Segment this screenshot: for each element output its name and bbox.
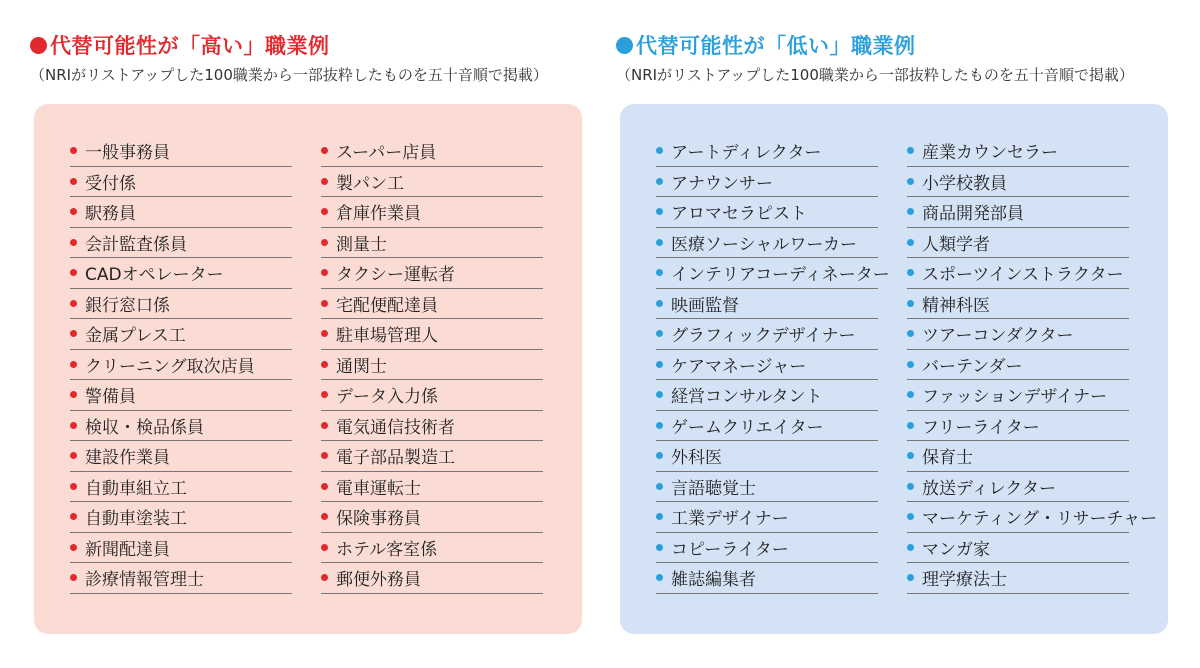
job-name: CADオペレーター bbox=[85, 265, 224, 286]
job-list-item bbox=[70, 411, 292, 442]
job-name: 雑誌編集者 bbox=[671, 570, 756, 591]
high-column-1 bbox=[70, 136, 292, 594]
bullet-dot-icon bbox=[70, 269, 77, 276]
job-name: 保険事務員 bbox=[336, 509, 421, 530]
job-list-item bbox=[656, 472, 878, 503]
bullet-dot-icon bbox=[907, 574, 914, 581]
job-list-item bbox=[656, 380, 878, 411]
job-name: 警備員 bbox=[85, 387, 136, 408]
job-list-item bbox=[656, 136, 878, 167]
job-list-item bbox=[656, 411, 878, 442]
bullet-dot-icon bbox=[907, 483, 914, 490]
job-name: バーテンダー bbox=[922, 356, 1023, 377]
job-list-item bbox=[321, 350, 543, 381]
bullet-dot-icon bbox=[321, 239, 328, 246]
high-heading bbox=[30, 30, 330, 60]
job-list-item bbox=[907, 350, 1129, 381]
job-list-item bbox=[321, 228, 543, 259]
job-name: 外科医 bbox=[671, 448, 722, 469]
job-list-item bbox=[907, 533, 1129, 564]
job-list-item bbox=[70, 563, 292, 594]
job-name: 電車運転士 bbox=[336, 478, 421, 499]
job-name: 小学校教員 bbox=[922, 173, 1007, 194]
job-list-item bbox=[656, 563, 878, 594]
job-name: 金属プレス工 bbox=[85, 326, 186, 347]
job-list-item bbox=[70, 350, 292, 381]
job-list-item bbox=[907, 228, 1129, 259]
high-subtitle: （NRIがリストアップした100職業から一部抜粋したものを五十音順で掲載） bbox=[30, 66, 548, 84]
job-list-item bbox=[907, 502, 1158, 533]
bullet-dot-icon bbox=[321, 452, 328, 459]
job-list-item bbox=[70, 472, 292, 503]
bullet-dot-icon bbox=[70, 544, 77, 551]
job-name: 検収・検品係員 bbox=[85, 417, 204, 438]
job-name: 人類学者 bbox=[922, 234, 990, 255]
high-column-2 bbox=[321, 136, 543, 594]
job-list-item bbox=[321, 258, 543, 289]
job-name: スポーツインストラクター bbox=[922, 265, 1124, 286]
bullet-dot-icon bbox=[656, 513, 663, 520]
job-list-item bbox=[70, 167, 292, 198]
bullet-dot-icon bbox=[70, 239, 77, 246]
job-name: 産業カウンセラー bbox=[922, 143, 1058, 164]
job-name: 駅務員 bbox=[85, 204, 136, 225]
job-name: 郵便外務員 bbox=[336, 570, 421, 591]
job-list-item bbox=[321, 289, 543, 320]
bullet-dot-icon bbox=[70, 574, 77, 581]
bullet-dot-icon bbox=[321, 208, 328, 215]
job-name: 映画監督 bbox=[671, 295, 739, 316]
job-list-item bbox=[70, 502, 292, 533]
job-name: ファッションデザイナー bbox=[922, 387, 1108, 408]
job-name: 建設作業員 bbox=[85, 448, 170, 469]
bullet-dot-icon bbox=[907, 208, 914, 215]
job-name: 電子部品製造工 bbox=[336, 448, 455, 469]
job-name: 電気通信技術者 bbox=[336, 417, 455, 438]
bullet-dot-icon bbox=[907, 513, 914, 520]
job-list-item bbox=[907, 258, 1129, 289]
job-name: マーケティング・リサーチャー bbox=[922, 509, 1158, 530]
high-heading-text: 代替可能性が「高い」職業例 bbox=[50, 34, 330, 58]
job-name: ホテル客室係 bbox=[336, 539, 438, 560]
job-name: ゲームクリエイター bbox=[671, 417, 824, 438]
bullet-dot-icon bbox=[321, 300, 328, 307]
bullet-dot-icon bbox=[907, 178, 914, 185]
job-list-item bbox=[656, 533, 878, 564]
job-list-item bbox=[907, 319, 1129, 350]
job-list-item bbox=[907, 472, 1129, 503]
job-list-item bbox=[907, 136, 1129, 167]
job-list-item bbox=[70, 197, 292, 228]
bullet-dot-icon bbox=[656, 452, 663, 459]
bullet-dot-icon bbox=[70, 300, 77, 307]
job-list-item bbox=[656, 167, 878, 198]
job-list-item bbox=[70, 258, 292, 289]
job-list-item bbox=[656, 289, 878, 320]
job-list-item bbox=[321, 167, 543, 198]
job-list-item bbox=[656, 319, 878, 350]
job-name: フリーライター bbox=[922, 417, 1040, 438]
bullet-dot-icon bbox=[70, 422, 77, 429]
bullet-dot-icon bbox=[321, 544, 328, 551]
job-list-item bbox=[321, 411, 543, 442]
job-list-item bbox=[70, 533, 292, 564]
bullet-dot-icon bbox=[656, 574, 663, 581]
bullet-dot-icon bbox=[907, 239, 914, 246]
job-name: アナウンサー bbox=[671, 173, 773, 194]
bullet-dot-icon bbox=[656, 391, 663, 398]
job-list-item bbox=[321, 197, 543, 228]
job-name: タクシー運転者 bbox=[336, 265, 455, 286]
bullet-dot-icon bbox=[656, 422, 663, 429]
job-list-item bbox=[656, 228, 878, 259]
bullet-dot-icon bbox=[321, 269, 328, 276]
job-name: 受付係 bbox=[85, 173, 136, 194]
job-list-item bbox=[907, 289, 1129, 320]
job-name: 商品開発部員 bbox=[922, 204, 1024, 225]
bullet-dot-icon bbox=[656, 269, 663, 276]
job-name: アートディレクター bbox=[671, 143, 822, 164]
job-name: ツアーコンダクター bbox=[922, 326, 1074, 347]
job-list-item bbox=[321, 563, 543, 594]
job-name: ケアマネージャー bbox=[671, 356, 807, 377]
job-list-item bbox=[656, 258, 890, 289]
bullet-dot-icon bbox=[321, 330, 328, 337]
bullet-dot-icon bbox=[656, 361, 663, 368]
job-list-item bbox=[70, 289, 292, 320]
job-list-item bbox=[656, 502, 878, 533]
bullet-dot-icon bbox=[321, 391, 328, 398]
job-name: 製パン工 bbox=[336, 173, 404, 194]
job-name: マンガ家 bbox=[922, 539, 990, 560]
job-name: データ入力係 bbox=[336, 387, 438, 408]
bullet-dot-icon bbox=[321, 483, 328, 490]
job-list-item bbox=[321, 441, 543, 472]
job-name: スーパー店員 bbox=[336, 143, 437, 164]
bullet-dot-icon bbox=[907, 544, 914, 551]
low-heading bbox=[616, 30, 916, 60]
job-name: 新聞配達員 bbox=[85, 539, 170, 560]
bullet-dot-icon bbox=[321, 513, 328, 520]
job-list-item bbox=[656, 441, 878, 472]
blue-bullet-icon bbox=[616, 37, 633, 54]
bullet-dot-icon bbox=[321, 361, 328, 368]
bullet-dot-icon bbox=[656, 483, 663, 490]
job-name: 言語聴覚士 bbox=[671, 478, 756, 499]
bullet-dot-icon bbox=[656, 239, 663, 246]
job-name: 倉庫作業員 bbox=[336, 204, 421, 225]
job-list-item bbox=[907, 441, 1129, 472]
bullet-dot-icon bbox=[907, 330, 914, 337]
job-name: 通関士 bbox=[336, 356, 387, 377]
bullet-dot-icon bbox=[321, 574, 328, 581]
job-name: 測量士 bbox=[336, 234, 387, 255]
job-list-item bbox=[907, 167, 1129, 198]
job-name: アロマセラピスト bbox=[671, 204, 807, 225]
job-list-item bbox=[321, 533, 543, 564]
job-list-item bbox=[321, 380, 543, 411]
bullet-dot-icon bbox=[656, 178, 663, 185]
bullet-dot-icon bbox=[70, 391, 77, 398]
bullet-dot-icon bbox=[656, 208, 663, 215]
job-list-item bbox=[321, 502, 543, 533]
job-name: 診療情報管理士 bbox=[85, 570, 204, 591]
job-list-item bbox=[70, 136, 292, 167]
job-name: 会計監査係員 bbox=[85, 234, 187, 255]
job-name: 放送ディレクター bbox=[922, 478, 1056, 499]
red-bullet-icon bbox=[30, 37, 47, 54]
bullet-dot-icon bbox=[70, 208, 77, 215]
job-list-item bbox=[907, 380, 1129, 411]
job-name: インテリアコーディネーター bbox=[671, 265, 890, 286]
job-name: コピーライター bbox=[671, 539, 789, 560]
bullet-dot-icon bbox=[907, 391, 914, 398]
bullet-dot-icon bbox=[321, 178, 328, 185]
job-list-item bbox=[656, 350, 878, 381]
bullet-dot-icon bbox=[70, 147, 77, 154]
job-name: クリーニング取次店員 bbox=[85, 356, 255, 377]
job-name: 理学療法士 bbox=[922, 570, 1007, 591]
job-name: 一般事務員 bbox=[85, 143, 170, 164]
job-list-item bbox=[656, 197, 878, 228]
low-heading-text: 代替可能性が「低い」職業例 bbox=[636, 34, 916, 58]
bullet-dot-icon bbox=[907, 269, 914, 276]
job-name: 経営コンサルタント bbox=[671, 387, 823, 408]
job-list-item bbox=[907, 411, 1129, 442]
job-list-item bbox=[70, 228, 292, 259]
job-list-item bbox=[70, 441, 292, 472]
job-name: 宅配便配達員 bbox=[336, 295, 438, 316]
job-list-item bbox=[321, 136, 543, 167]
bullet-dot-icon bbox=[907, 147, 914, 154]
job-list-item bbox=[907, 197, 1129, 228]
bullet-dot-icon bbox=[321, 422, 328, 429]
bullet-dot-icon bbox=[656, 147, 663, 154]
job-name: グラフィックデザイナー bbox=[671, 326, 856, 347]
high-job-list-panel bbox=[34, 104, 582, 634]
low-subtitle: （NRIがリストアップした100職業から一部抜粋したものを五十音順で掲載） bbox=[616, 66, 1134, 84]
job-list-item bbox=[321, 319, 543, 350]
bullet-dot-icon bbox=[907, 422, 914, 429]
bullet-dot-icon bbox=[70, 452, 77, 459]
job-name: 医療ソーシャルワーカー bbox=[671, 234, 857, 255]
bullet-dot-icon bbox=[70, 513, 77, 520]
bullet-dot-icon bbox=[656, 330, 663, 337]
bullet-dot-icon bbox=[70, 361, 77, 368]
job-name: 自動車塗装工 bbox=[85, 509, 187, 530]
job-name: 工業デザイナー bbox=[671, 509, 789, 530]
bullet-dot-icon bbox=[907, 452, 914, 459]
bullet-dot-icon bbox=[321, 147, 328, 154]
job-list-item bbox=[70, 319, 292, 350]
job-name: 銀行窓口係 bbox=[85, 295, 170, 316]
job-list-item bbox=[70, 380, 292, 411]
bullet-dot-icon bbox=[70, 483, 77, 490]
job-name: 駐車場管理人 bbox=[336, 326, 438, 347]
job-list-item bbox=[321, 472, 543, 503]
bullet-dot-icon bbox=[907, 361, 914, 368]
job-name: 自動車組立工 bbox=[85, 478, 187, 499]
job-name: 保育士 bbox=[922, 448, 973, 469]
bullet-dot-icon bbox=[70, 330, 77, 337]
job-list-item bbox=[907, 563, 1129, 594]
bullet-dot-icon bbox=[70, 178, 77, 185]
low-job-list-panel bbox=[620, 104, 1168, 634]
bullet-dot-icon bbox=[907, 300, 914, 307]
job-name: 精神科医 bbox=[922, 295, 990, 316]
bullet-dot-icon bbox=[656, 544, 663, 551]
low-column-1 bbox=[656, 136, 890, 594]
low-column-2 bbox=[907, 136, 1158, 594]
bullet-dot-icon bbox=[656, 300, 663, 307]
